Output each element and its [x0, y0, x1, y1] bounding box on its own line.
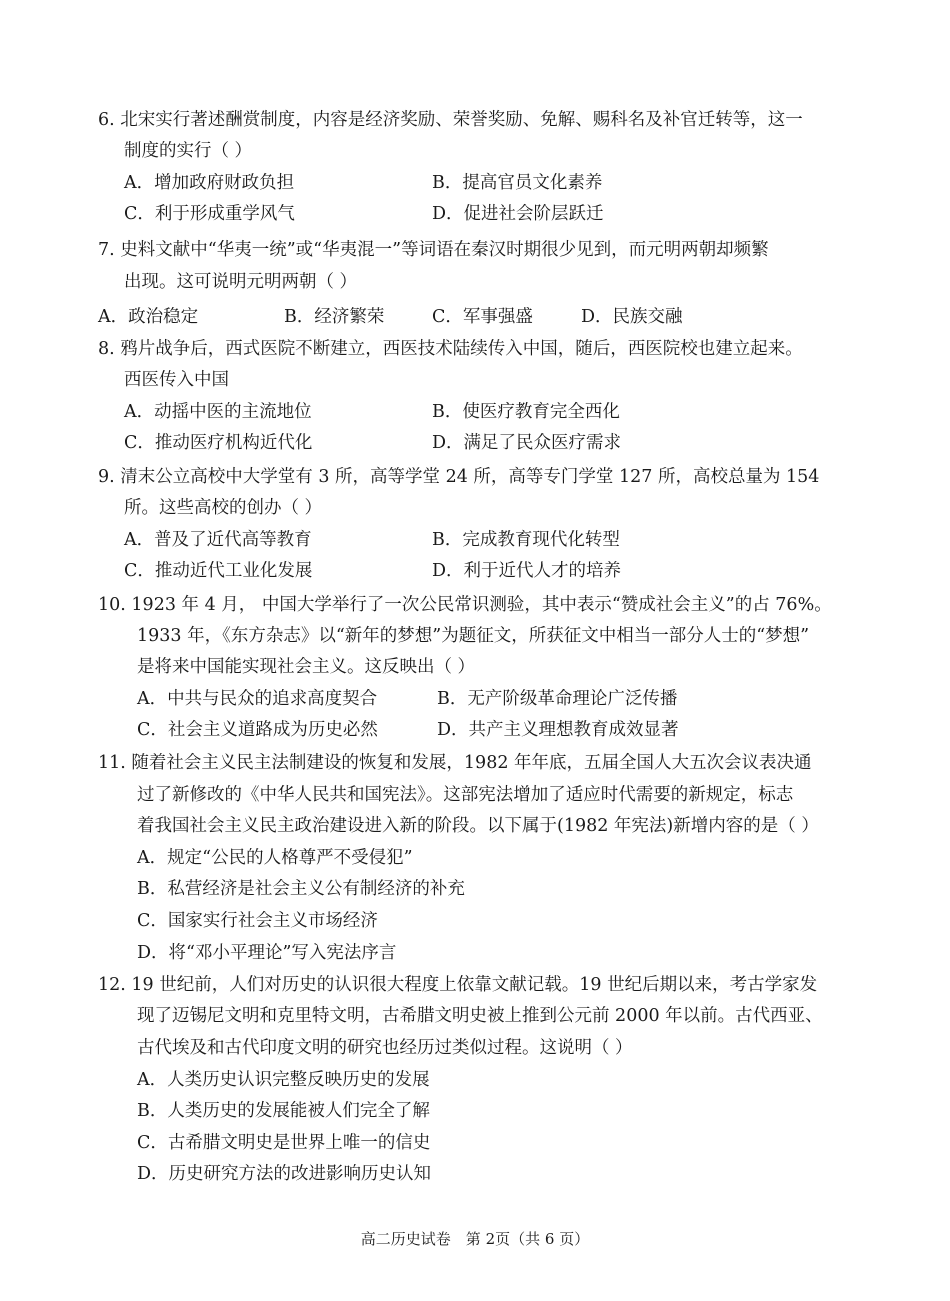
question-6-option-a: A．增加政府财政负担 [124, 173, 295, 193]
question-number: 9. [98, 467, 115, 487]
question-9-stem-line-2: 所。这些高校的创办（ ） [124, 498, 323, 518]
question-10-option-b: B．无产阶级革命理论广泛传播 [437, 689, 678, 709]
question-9-option-c: C．推动近代工业化发展 [124, 561, 313, 581]
question-10-stem-line-1 [98, 593, 832, 617]
question-12-option-a: A．人类历史认识完整反映历史的发展 [137, 1070, 430, 1090]
question-stem-text: 鸦片战争后，西式医院不断建立，西医技术陆续传入中国，随后，西医院校也建立起来。 [120, 339, 803, 359]
question-12-option-c: C．古希腊文明史是世界上唯一的信史 [137, 1133, 431, 1153]
question-6-option-c: C．利于形成重学风气 [124, 204, 295, 224]
question-7-stem-line-2: 出现。这可说明元明两朝（ ） [124, 272, 358, 292]
question-6-stem-line-1 [98, 108, 803, 132]
question-12-stem-line-1 [98, 973, 817, 997]
question-8-option-b: B．使医疗教育完全西化 [432, 402, 620, 422]
question-9-option-a: A．普及了近代高等教育 [124, 530, 312, 550]
question-6-option-b: B．提高官员文化素养 [432, 173, 603, 193]
question-stem-text: 19 世纪前，人们对历史的认识很大程度上依靠文献记载。19 世纪后期以来，考古学家发 [131, 975, 818, 995]
question-stem-text: 史料文献中“华夷一统”或“华夷混一”等词语在秦汉时期很少见到，而元明两朝却频繁 [120, 240, 769, 260]
question-11-option-a: A．规定“公民的人格尊严不受侵犯” [137, 848, 413, 868]
question-11-option-c: C．国家实行社会主义市场经济 [137, 911, 378, 931]
question-6-stem-line-2: 制度的实行（ ） [124, 141, 253, 161]
question-6-option-d: D．促进社会阶层跃迁 [432, 204, 604, 224]
question-number: 10. [98, 595, 126, 615]
question-11-stem-line-2: 过了新修改的《中华人民共和国宪法》。这部宪法增加了适应时代需要的新规定，标志 [137, 785, 794, 805]
question-11-option-b: B．私营经济是社会主义公有制经济的补充 [137, 879, 465, 899]
question-12-option-b: B．人类历史的发展能被人们完全了解 [137, 1101, 430, 1121]
question-number: 12. [98, 975, 126, 995]
question-10-option-c: C．社会主义道路成为历史必然 [137, 720, 378, 740]
question-number: 11. [98, 753, 126, 773]
question-9-stem-line-1 [98, 465, 819, 489]
question-7-stem-line-1 [98, 238, 769, 262]
question-stem-text: 清末公立高校中大学堂有 3 所，高等学堂 24 所，高等专门学堂 127 所，高校总量为 154 [120, 467, 820, 487]
page-footer: 高二历史试卷 第 2页（共 6 页） [360, 1230, 590, 1248]
question-7-option-a: A．政治稳定 [98, 307, 199, 327]
question-8-stem-line-2: 西医传入中国 [124, 370, 229, 390]
question-12-stem-line-2: 现了迈锡尼文明和克里特文明，古希腊文明史被上推到公元前 2000 年以前。古代西亚、 [137, 1006, 823, 1026]
question-7-option-d: D．民族交融 [581, 307, 683, 327]
question-12-stem-line-3: 古代埃及和古代印度文明的研究也经历过类似过程。这说明（ ） [137, 1038, 633, 1058]
question-8-stem-line-1 [98, 337, 803, 361]
question-number: 7. [98, 240, 115, 260]
question-9-option-b: B．完成教育现代化转型 [432, 530, 620, 550]
question-10-stem-line-3: 是将来中国能实现社会主义。这反映出（ ） [137, 657, 476, 677]
question-7-option-b: B．经济繁荣 [284, 307, 385, 327]
question-9-option-d: D．利于近代人才的培养 [432, 561, 622, 581]
question-stem-text: 随着社会主义民主法制建设的恢复和发展，1982 年年底，五届全国人大五次会议表决通 [131, 753, 812, 773]
question-12-option-d: D．历史研究方法的改进影响历史认知 [137, 1164, 432, 1184]
question-11-option-d: D．将“邓小平理论”写入宪法序言 [137, 943, 397, 963]
question-8-option-a: A．动摇中医的主流地位 [124, 402, 312, 422]
question-11-stem-line-1 [98, 751, 812, 775]
question-7-option-c: C．军事强盛 [432, 307, 533, 327]
question-8-option-d: D．满足了民众医疗需求 [432, 433, 622, 453]
question-number: 6. [98, 110, 115, 130]
question-10-option-a: A．中共与民众的追求高度契合 [137, 689, 378, 709]
question-11-stem-line-3: 着我国社会主义民主政治建设进入新的阶段。以下属于(1982 年宪法)新增内容的是（ ） [137, 816, 819, 836]
question-stem-text: 北宋实行著述酬赏制度，内容是经济奖励、荣誉奖励、免解、赐科名及补官迁转等，这一 [120, 110, 803, 130]
question-10-option-d: D．共产主义理想教育成效显著 [437, 720, 679, 740]
question-stem-text: 1923 年 4 月， 中国大学举行了一次公民常识测验，其中表示“赞成社会主义”的占 76%。 [131, 595, 832, 615]
question-number: 8. [98, 339, 115, 359]
question-10-stem-line-2: 1933 年，《东方杂志》以“新年的梦想”为题征文，所获征文中相当一部分人士的“梦想” [137, 626, 810, 646]
question-8-option-c: C．推动医疗机构近代化 [124, 433, 313, 453]
